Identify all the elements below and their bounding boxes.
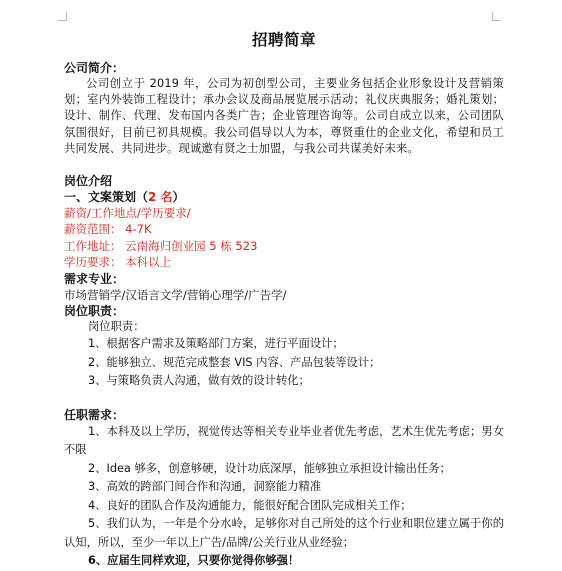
major-heading: 需求专业：: [64, 271, 125, 286]
salary-range-line: 薪资范围： 4-7K: [64, 222, 152, 237]
job-title-suffix: ）: [172, 190, 185, 205]
document-page: [64, 30, 504, 571]
document-title: 招聘简章: [251, 31, 316, 49]
requirement-item: 4、良好的团队合作及沟通能力，能很好配合团队完成相关工作；: [88, 498, 412, 512]
requirements-heading: 任职需求：: [64, 407, 125, 422]
requirement-item: 1、本科及以上学历，视觉传达等相关专业毕业者优先考虑，艺术生优先考虑；男女不限: [64, 424, 504, 457]
salary-info-line: 薪资/工作地点/学历要求/: [64, 206, 191, 221]
company-intro-heading: 公司简介：: [64, 61, 125, 75]
jobs-heading: 岗位介绍: [64, 174, 113, 189]
duty-heading: 岗位职责：: [64, 304, 125, 319]
job-count: 2 名: [148, 190, 173, 205]
page-margin-mark-top-right: [492, 12, 501, 21]
work-address-line: 工作地址： 云南海归创业园 5 栋 523: [64, 238, 258, 253]
job-title-prefix: 一、文案策划（: [64, 190, 149, 205]
page-margin-mark-top-left: [58, 12, 67, 21]
duty-item: 3、与策略负责人沟通，做有效的设计转化；: [88, 374, 310, 388]
requirement-item: 6、应届生同样欢迎，只要你觉得你够强！: [88, 554, 300, 568]
requirement-item: 2、Idea 够多，创意够硬，设计功底深厚，能够独立承担设计输出任务；: [88, 461, 451, 475]
company-intro-body: 公司创立于 2019 年，公司为初创型公司，主要业务包括企业形象设计及营销策划；室内外装饰工程设计；承办会议及商品展览展示活动；礼仪庆典服务；婚礼策划；设计、制作、代理、发布国内各类广告；企业管理咨询等。公司自成立以来，公司团队氛围很好，目前已初具规模。我公司倡导以人为本，尊贤重仕的企业文化，希望和员工共同发展、共同进步。现诚邀有贤之士加盟，与我公司共谋美好未来。: [64, 77, 504, 155]
duty-item: 1、根据客户需求及策略部门方案，进行平面设计；: [88, 337, 344, 351]
duty-sub-label: 岗位职责：: [88, 320, 145, 334]
majors-line: 市场营销学/汉语言文学/营销心理学/广告学/: [64, 287, 287, 302]
requirement-item: 5、我们认为，一年是个分水岭，足够你对自己所处的这个行业和职位建立属于你的认知，所以，至少一年以上广告/品牌/公关行业从业经验；: [64, 517, 504, 549]
job-title: [64, 189, 504, 205]
requirement-item: 3、高效的跨部门间合作和沟通，洞察能力精准: [88, 480, 322, 494]
education-line: 学历要求： 本科以上: [64, 255, 172, 270]
duty-item: 2、能够独立、规范完成整套 VIS 内容、产品包装等设计；: [88, 355, 381, 369]
